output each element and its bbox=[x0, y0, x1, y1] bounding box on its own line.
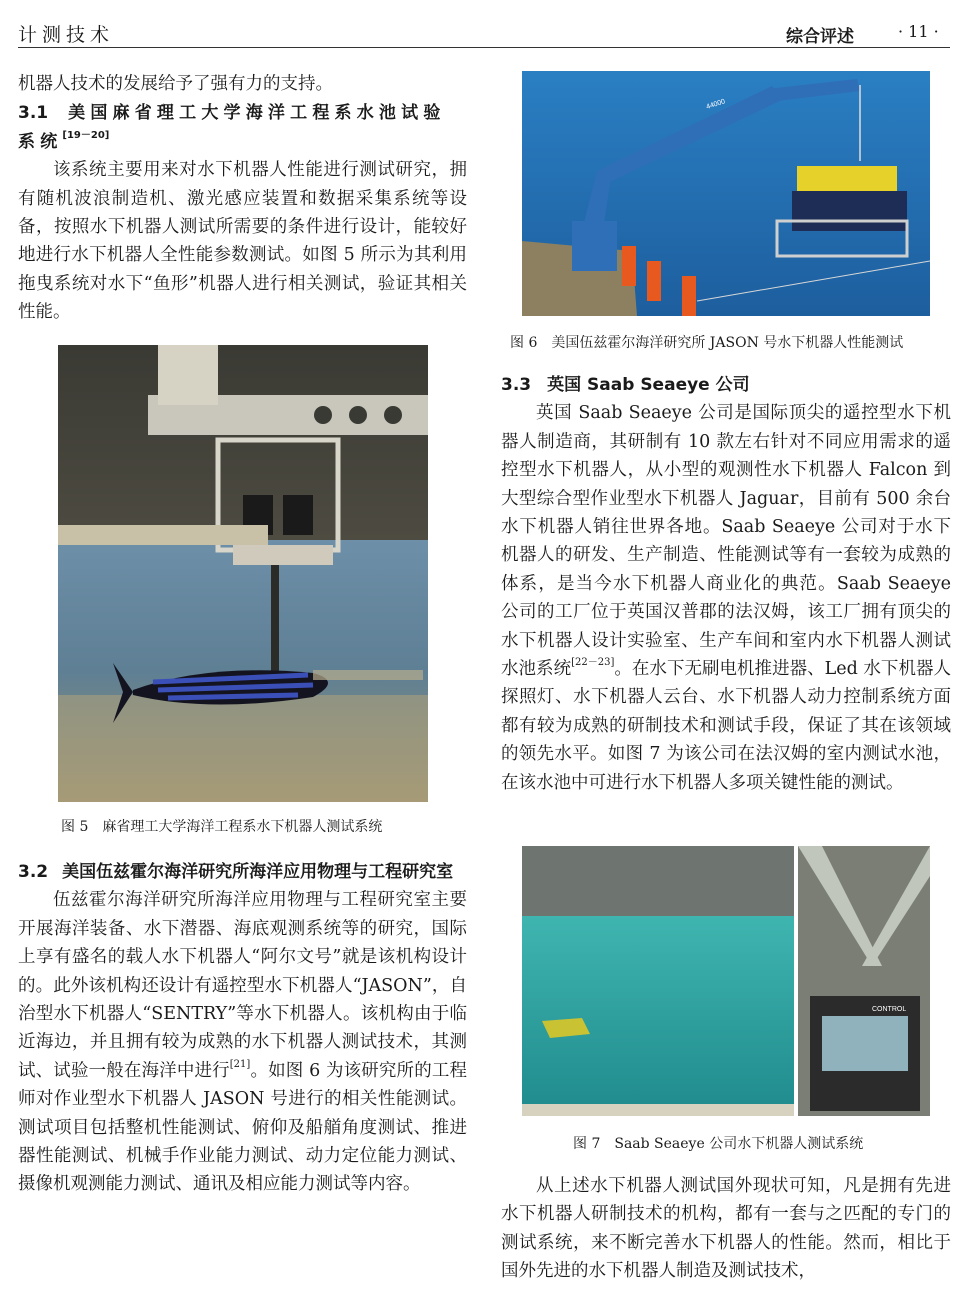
figure-5-caption: 图 5 麻省理工大学海洋工程系水下机器人测试系统 bbox=[61, 819, 383, 835]
page-number: · 11 · bbox=[898, 22, 939, 41]
section-3-3-body-part2: 。在水下无刷电机推进器、Led 水下机器人探照灯、水下机器人云台、水下机器人动力控制系统方面都有较为成熟的研制技术和测试手段，保证了其在该领域的领先水平。如图 7 为该公司在法汉姆的室内测试水池，在该水池中可进行水下机器人多项关键性能的测试。 bbox=[501, 659, 951, 793]
section-3-1-ref: [19－20] bbox=[62, 129, 110, 141]
section-3-2-body-part1: 伍兹霍尔海洋研究所海洋应用物理与工程研究室主要开展海洋装备、水下潜器、海底观测系统等的研究，国际上享有盛名的载人水下机器人“阿尔文号”就是该机构设计的。此外该机构还设计有遥控型水下机器人“JASON”，自治型水下机器人“SENTRY”等水下机器人。该机构由于临近海边，并且拥有较为成熟的水下机器人测试技术，其测试、试验一般在海洋中进行 bbox=[18, 890, 467, 1081]
right-column-bottom bbox=[501, 1172, 951, 1286]
section-3-2-number: 3.2 bbox=[18, 862, 49, 882]
left-column-bottom bbox=[18, 858, 467, 1199]
right-column-middle bbox=[501, 371, 951, 797]
section-3-3-title: 英国 Saab Seaeye 公司 bbox=[547, 375, 750, 395]
figure-6-caption: 图 6 美国伍兹霍尔海洋研究所 JASON 号水下机器人性能测试 bbox=[510, 335, 904, 351]
jason-crane-photo bbox=[522, 71, 930, 316]
section-3-1-heading bbox=[18, 99, 467, 156]
section-3-3-number: 3.3 bbox=[501, 375, 532, 395]
section-3-2-ref: [21] bbox=[229, 1058, 251, 1070]
left-column-top bbox=[18, 70, 467, 327]
journal-name: 计测技术 bbox=[18, 24, 115, 46]
monitor-label: CONTROL bbox=[872, 1006, 907, 1013]
section-name: 综合评述 bbox=[786, 27, 854, 47]
section-3-3-heading bbox=[501, 371, 951, 399]
section-3-2-body bbox=[18, 886, 467, 1198]
section-3-1-title: 美国麻省理工大学海洋工程系水池试验系统 bbox=[18, 103, 446, 152]
fish-robot-test-photo bbox=[58, 345, 428, 802]
figure-7-image bbox=[522, 846, 930, 1116]
section-3-1-number: 3.1 bbox=[18, 103, 49, 124]
figure-6-image bbox=[522, 71, 930, 316]
section-3-3-body-part1: 英国 Saab Seaeye 公司是国际顶尖的遥控型水下机器人制造商，其研制有 10 款左右针对不同应用需求的遥控型水下机器人，从小型的观测性水下机器人 Falcon 到大型综合型作业型水下机器人 Jaguar，目前有 500 余台水下机器人销往世界各地。Saab Seaeye 公司对于水下机器人的研发、生产制造、性能测试等有一套较为成熟的体系，是当今水下机器人商业化的典范。Saab Seaeye 公司的工厂位于英国汉普郡的法汉姆，该工厂拥有顶尖的水下机器人设计实验室、生产车间和室内水下机器人测试水池系统 bbox=[501, 403, 951, 680]
saab-test-pool-photos bbox=[522, 846, 930, 1116]
section-3-3-ref: [22－23] bbox=[571, 657, 615, 669]
conclusion-paragraph: 从上述水下机器人测试国外现状可知，凡是拥有先进水下机器人研制技术的机构，都有一套与之匹配的专门的测试系统，来不断完善水下机器人的性能。然而，相比于国外先进的水下机器人制造及测试技术， bbox=[501, 1176, 951, 1282]
section-3-1-body: 该系统主要用来对水下机器人性能进行测试研究，拥有随机波浪制造机、激光感应装置和数据采集系统等设备，按照水下机器人测试所需要的条件进行设计，能较好地进行水下机器人全性能参数测试。如图 5 所示为其利用拖曳系统对水下“鱼形”机器人进行相关测试，验证其相关性能。 bbox=[18, 160, 467, 323]
figure-5-image bbox=[58, 345, 428, 802]
intro-line: 机器人技术的发展给予了强有力的支持。 bbox=[18, 74, 333, 94]
figure-7-caption: 图 7 Saab Seaeye 公司水下机器人测试系统 bbox=[573, 1136, 864, 1152]
section-3-2-heading bbox=[18, 858, 467, 886]
header-rule bbox=[18, 47, 950, 48]
section-3-3-body bbox=[501, 399, 951, 797]
page-header bbox=[0, 0, 968, 48]
section-3-2-title: 美国伍兹霍尔海洋研究所海洋应用物理与工程研究室 bbox=[62, 862, 454, 882]
crane-label: 44000 bbox=[705, 98, 727, 111]
section-3-2-body-part2: 。如图 6 为该研究所的工程师对作业型水下机器人 JASON 号进行的相关性能测试。测试项目包括整机性能测试、俯仰及船艏角度测试、推进器性能测试、机械手作业能力测试、动力定位能力测试、摄像机观测能力测试、通讯及相应能力测试等内容。 bbox=[18, 1060, 467, 1195]
